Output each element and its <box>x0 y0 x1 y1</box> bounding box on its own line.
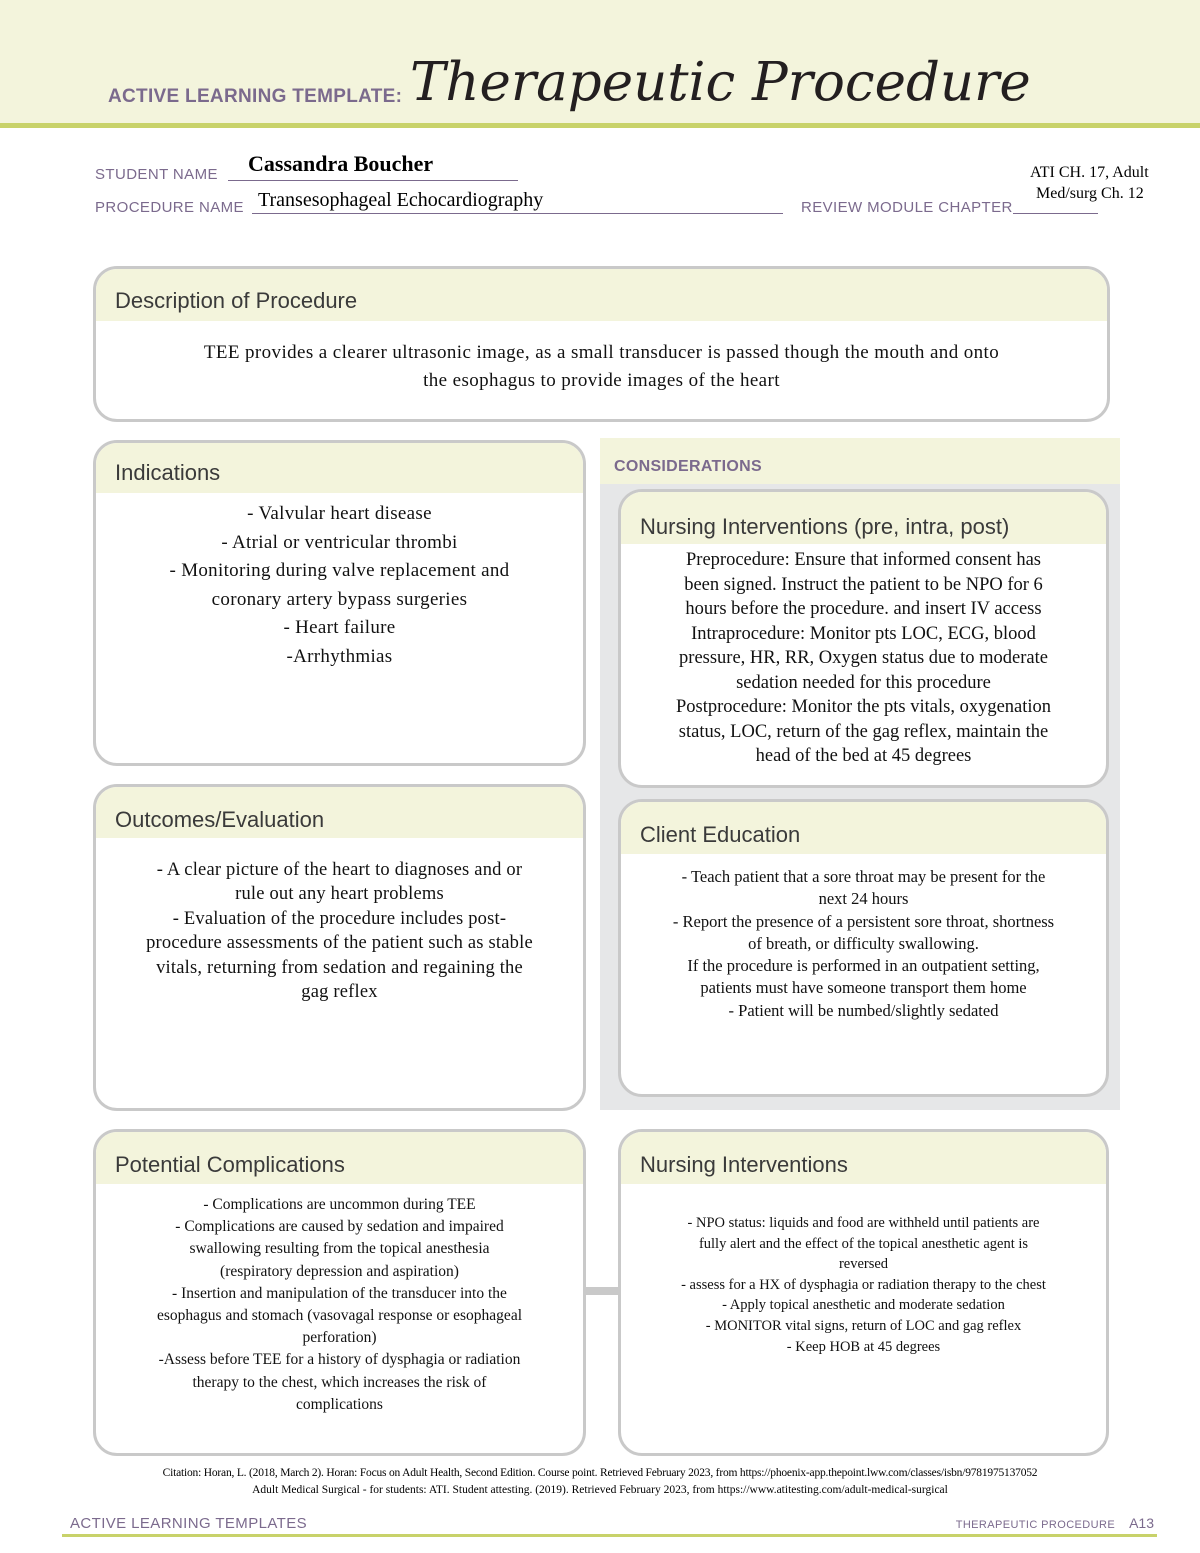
text-line: - Insertion and manipulation of the transducer into the <box>172 1284 507 1302</box>
review-module-value-line2[interactable]: Med/surg Ch. 12 <box>1036 185 1144 202</box>
text-line: reversed <box>838 1256 889 1273</box>
text-line: complications <box>296 1395 383 1413</box>
student-name-line <box>228 180 518 181</box>
text-line: fully alert and the effect of the topical anesthetic agent is <box>698 1235 1029 1252</box>
text-line: head of the bed at 45 degrees <box>755 746 972 766</box>
considerations-label: CONSIDERATIONS <box>614 458 762 475</box>
template-label: ACTIVE LEARNING TEMPLATE: <box>108 86 403 107</box>
text-line: pressure, HR, RR, Oxygen status due to moderate <box>679 648 1048 668</box>
student-name-label: STUDENT NAME <box>95 166 218 183</box>
review-module-value-line1[interactable]: ATI CH. 17, Adult <box>1030 164 1149 181</box>
description-text <box>106 339 1097 395</box>
header-rule <box>0 123 1200 128</box>
text-line: hours before the procedure. and insert IV access <box>685 599 1042 619</box>
text-line: -Arrhythmias <box>286 645 393 667</box>
procedure-name-line <box>252 213 783 214</box>
footer-left: ACTIVE LEARNING TEMPLATES <box>70 1515 307 1532</box>
complications-text <box>106 1194 573 1416</box>
text-line: vitals, returning from sedation and regaining the <box>156 957 523 978</box>
text-line: gag reflex <box>301 982 378 1003</box>
footer-right <box>956 1515 1154 1531</box>
text-line: Intraprocedure: Monitor pts LOC, ECG, blood <box>691 623 1036 644</box>
nursing-pre-box <box>618 489 1109 788</box>
text-line: - Complications are uncommon during TEE <box>203 1196 476 1213</box>
text-line: - Evaluation of the procedure includes post- <box>172 908 507 929</box>
indications-title: Indications <box>115 460 221 485</box>
outcomes-title: Outcomes/Evaluation <box>115 807 325 832</box>
description-box <box>93 266 1110 422</box>
footer-rule <box>62 1534 1157 1537</box>
text-line: (respiratory depression and aspiration) <box>220 1262 459 1280</box>
text-line: coronary artery bypass surgeries <box>211 588 468 610</box>
text-line: sedation needed for this procedure <box>736 672 991 693</box>
text-line: - NPO status: liquids and food are withheld until patients are <box>687 1215 1040 1231</box>
text-line: procedure assessments of the patient such as stable <box>146 933 533 954</box>
student-name-value[interactable]: Cassandra Boucher <box>248 151 434 176</box>
box-connector <box>582 1287 622 1295</box>
client-education-box <box>618 799 1109 1097</box>
outcomes-text <box>106 858 573 1004</box>
text-line: - Valvular heart disease <box>247 503 432 524</box>
nursing-interventions-box <box>618 1129 1109 1456</box>
footer-right-label: THERAPEUTIC PROCEDURE <box>955 1519 1116 1531</box>
text-line: - Complications are caused by sedation and impaired <box>175 1218 504 1236</box>
nursing-pre-text <box>631 548 1096 769</box>
text-line: patients must have someone transport them home <box>700 978 1027 998</box>
text-line: rule out any heart problems <box>235 884 444 905</box>
client-education-text <box>631 866 1096 1022</box>
text-line: of breath, or difficulty swallowing. <box>748 933 979 953</box>
outcomes-box <box>93 784 586 1111</box>
text-line: - A clear picture of the heart to diagnoses and or <box>156 860 523 880</box>
indications-text <box>106 500 573 671</box>
complications-box <box>93 1129 586 1456</box>
text-line: If the procedure is performed in an outpatient setting, <box>687 956 1040 976</box>
text-line: next 24 hours <box>818 889 909 909</box>
nursing-interventions-title: Nursing Interventions <box>640 1152 848 1177</box>
text-line: TEE provides a clearer ultrasonic image, as a small transducer is passed though the mouth and onto <box>203 342 1000 363</box>
review-module-line <box>1013 213 1098 214</box>
text-line: the esophagus to provide images of the heart <box>423 370 780 391</box>
review-module-label: REVIEW MODULE CHAPTER <box>801 199 1013 216</box>
text-line: - assess for a HX of dysphagia or radiation therapy to the chest <box>681 1276 1046 1293</box>
text-line: - Monitoring during valve replacement and <box>169 560 510 581</box>
text-line: Preprocedure: Ensure that informed consent has <box>686 550 1041 570</box>
text-line: therapy to the chest, which increases the risk of <box>192 1373 487 1391</box>
text-line: - Patient will be numbed/slightly sedated <box>728 1000 999 1020</box>
text-line: -Assess before TEE for a history of dysphagia or radiation <box>158 1351 521 1369</box>
indications-box <box>93 440 586 766</box>
nursing-interventions-text <box>631 1213 1096 1357</box>
procedure-name-label: PROCEDURE NAME <box>95 199 244 216</box>
description-title: Description of Procedure <box>115 288 358 313</box>
text-line: - Apply topical anesthetic and moderate sedation <box>722 1297 1005 1314</box>
complications-title: Potential Complications <box>115 1152 345 1177</box>
text-line: - MONITOR vital signs, return of LOC and gag reflex <box>705 1317 1022 1334</box>
text-line: status, LOC, return of the gag reflex, maintain the <box>678 721 1049 742</box>
text-line: - Keep HOB at 45 degrees <box>786 1338 941 1355</box>
citation-line-1: Citation: Horan, L. (2018, March 2). Horan: Focus on Adult Health, Second Edition. Course point. Retrieved February 2023, from https://phoenix-app.thepoint.lww.com/classes/isbn/9781975137052 <box>162 1467 1038 1479</box>
text-line: - Heart failure <box>283 617 396 638</box>
text-line: Postprocedure: Monitor the pts vitals, oxygenation <box>675 697 1052 717</box>
text-line: esophagus and stomach (vasovagal response or esophageal <box>157 1307 522 1325</box>
text-line: perforation) <box>302 1329 377 1347</box>
text-line: been signed. Instruct the patient to be NPO for 6 <box>684 574 1043 595</box>
text-line: - Atrial or ventricular thrombi <box>221 531 458 553</box>
text-line: swallowing resulting from the topical anesthesia <box>189 1240 490 1258</box>
client-education-title: Client Education <box>640 822 801 847</box>
procedure-name-value[interactable]: Transesophageal Echocardiography <box>258 189 544 211</box>
citation-line-2: Adult Medical Surgical - for students: ATI. Student attesting. (2019). Retrieved February 2023, from https://www.atitesting.com/adult-medical-surgical <box>252 1484 948 1496</box>
text-line: - Teach patient that a sore throat may be present for the <box>681 867 1046 886</box>
page-number: A13 <box>1129 1515 1154 1531</box>
text-line: - Report the presence of a persistent sore throat, shortness <box>672 911 1055 931</box>
page-title: Therapeutic Procedure <box>410 52 1031 113</box>
nursing-pre-title: Nursing Interventions (pre, intra, post) <box>640 514 1010 539</box>
